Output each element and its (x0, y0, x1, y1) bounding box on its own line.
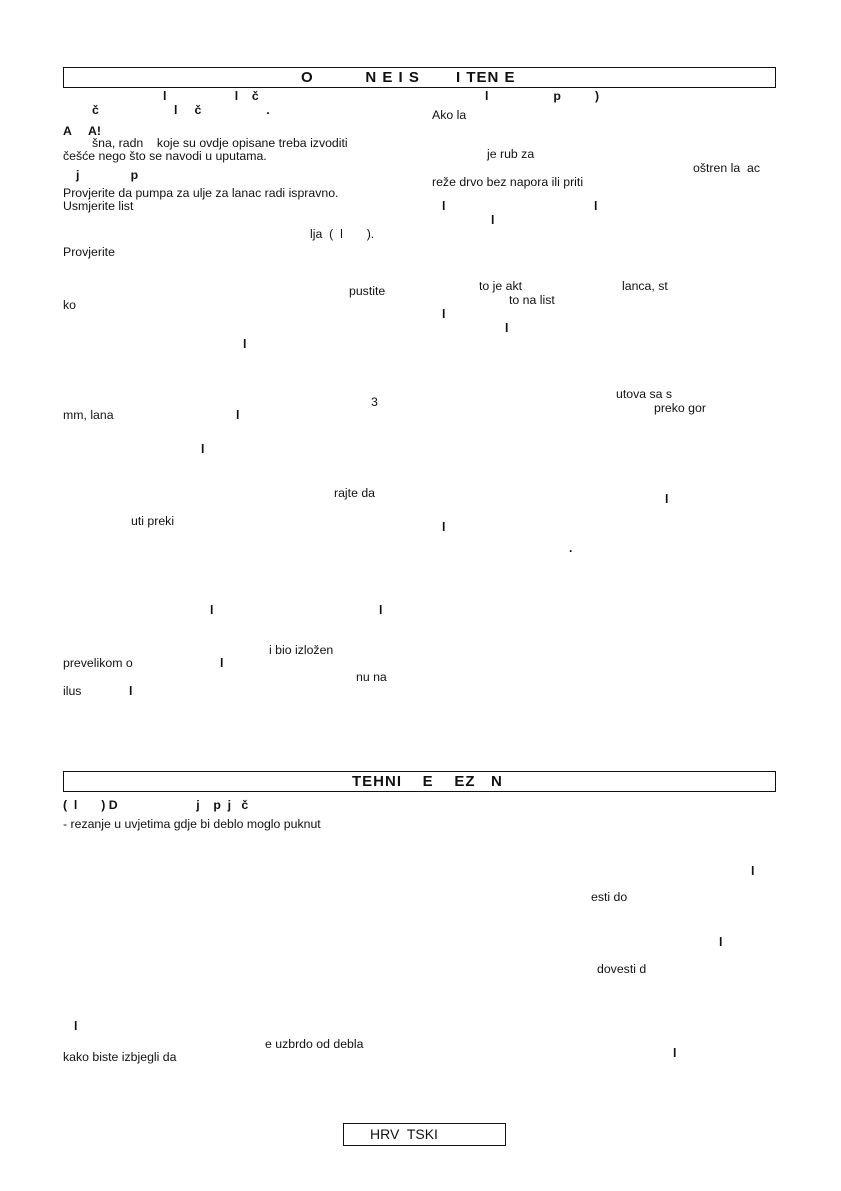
text-fragment: . (569, 541, 573, 555)
text-line: l l č (163, 89, 259, 103)
text-line: mm, lana (63, 408, 114, 422)
text-line: prevelikom o (63, 656, 133, 670)
text-fragment: l (74, 1019, 78, 1033)
text-line: utova sa s (616, 387, 673, 401)
text-fragment: l (236, 408, 240, 422)
section-heading-box (63, 67, 776, 88)
text-fragment: l (673, 1046, 677, 1060)
text-line: Provjerite da pumpa za ulje za lanac radi ispravno. (63, 186, 339, 200)
text-line: rajte da (334, 486, 376, 500)
text-line: pustite (349, 284, 386, 298)
subheading: ( l ) D j p j č (63, 798, 249, 812)
text-line: nu na (356, 670, 387, 684)
text-line: Ako la (432, 108, 467, 122)
text-line: kako biste izbjegli da (63, 1050, 177, 1064)
text-fragment: l (505, 321, 509, 335)
text-line: to je akt (479, 279, 523, 293)
text-fragment: l (379, 603, 383, 617)
text-fragment: l (201, 442, 205, 456)
text-fragment: l (442, 199, 446, 213)
section-heading-box (63, 771, 776, 792)
text-fragment: l (220, 656, 224, 670)
text-line: i bio izložen (269, 643, 334, 657)
text-fragment: l (491, 213, 495, 227)
language-footer-box (343, 1123, 506, 1146)
text-fragment: l (243, 337, 247, 351)
text-line: Usmjerite list (63, 199, 134, 213)
text-fragment: 3 (371, 395, 378, 409)
text-fragment: l (129, 684, 133, 698)
text-line: preko gor (654, 401, 706, 415)
text-line: reže drvo bez napora ili priti (432, 175, 584, 189)
text-line: lanca, st (622, 279, 668, 293)
text-line: to na list (509, 293, 555, 307)
text-line: ko (63, 298, 76, 312)
section-heading: O N E I S I TEN E (301, 69, 516, 86)
text-line: dovesti d (597, 962, 647, 976)
warning-label: A A! (63, 124, 102, 138)
text-fragment: l (594, 199, 598, 213)
subheading: j p (76, 168, 139, 182)
text-fragment: l (665, 492, 669, 506)
text-line: l p ) (485, 89, 600, 103)
language-label: HRV TSKI (370, 1126, 438, 1142)
text-line: lja ( l ). (310, 227, 375, 241)
text-line: esti do (591, 890, 628, 904)
text-line: e uzbrdo od debla (265, 1037, 364, 1051)
text-line: Provjerite (63, 245, 115, 259)
text-line: č l č . (92, 103, 270, 117)
text-fragment: l (442, 520, 446, 534)
text-line: ilus (63, 684, 82, 698)
text-fragment: l (442, 307, 446, 321)
section-heading: TEHNI E EZ N (352, 773, 503, 790)
text-fragment: l (751, 864, 755, 878)
text-line: - rezanje u uvjetima gdje bi deblo moglo puknut (63, 817, 321, 831)
text-fragment: l (210, 603, 214, 617)
text-line: oštren la ac (693, 161, 760, 175)
text-line: je rub za (487, 147, 535, 161)
text-line: uti preki (131, 514, 175, 528)
text-line: češće nego što se navodi u uputama. (63, 149, 267, 163)
text-line: šna, radn koje su ovdje opisane treba izvoditi (92, 136, 348, 150)
text-fragment: l (719, 935, 723, 949)
